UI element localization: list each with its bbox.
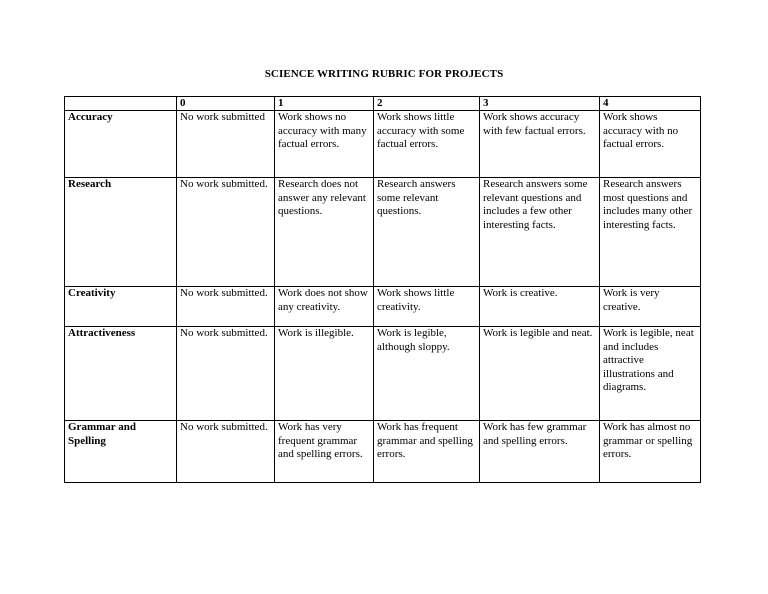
header-row [65, 97, 701, 111]
table-cell: No work submitted [177, 111, 275, 178]
table-cell: Work is legible, although sloppy. [374, 327, 480, 421]
table-cell: Work does not show any creativity. [275, 287, 374, 327]
table-cell: Work shows no accuracy with many factual errors. [275, 111, 374, 178]
table-row-research [65, 178, 701, 287]
row-label: Attractiveness [65, 327, 177, 421]
document-title: SCIENCE WRITING RUBRIC FOR PROJECTS [264, 68, 504, 80]
table-cell: Work is creative. [480, 287, 600, 327]
table-cell: Research does not answer any relevant questions. [275, 178, 374, 287]
table-cell: No work submitted. [177, 287, 275, 327]
table-cell: Research answers some relevant questions and includes a few other interesting facts. [480, 178, 600, 287]
rubric-table [64, 96, 701, 483]
table-cell: No work submitted. [177, 327, 275, 421]
table-cell: Work is very creative. [600, 287, 701, 327]
table-cell: Work shows little accuracy with some factual errors. [374, 111, 480, 178]
table-cell: Work is illegible. [275, 327, 374, 421]
table-cell: Research answers most questions and includes many other interesting facts. [600, 178, 701, 287]
table-cell: Work shows accuracy with no factual errors. [600, 111, 701, 178]
header-score-4: 4 [600, 97, 701, 111]
table-cell: Research answers some relevant questions. [374, 178, 480, 287]
table-cell: Work has almost no grammar or spelling errors. [600, 421, 701, 483]
table-cell: Work has very frequent grammar and spelling errors. [275, 421, 374, 483]
header-corner-cell [65, 97, 177, 111]
row-label: Creativity [65, 287, 177, 327]
row-label: Grammar and Spelling [65, 421, 177, 483]
table-cell: Work has few grammar and spelling errors. [480, 421, 600, 483]
header-score-2: 2 [374, 97, 480, 111]
table-cell: No work submitted. [177, 178, 275, 287]
row-label: Research [65, 178, 177, 287]
table-row-grammar-spelling [65, 421, 701, 483]
table-row-accuracy [65, 111, 701, 178]
header-score-3: 3 [480, 97, 600, 111]
header-score-0: 0 [177, 97, 275, 111]
table-row-attractiveness [65, 327, 701, 421]
row-label: Accuracy [65, 111, 177, 178]
table-cell: Work shows little creativity. [374, 287, 480, 327]
table-cell: Work has frequent grammar and spelling errors. [374, 421, 480, 483]
table-cell: No work submitted. [177, 421, 275, 483]
table-cell: Work is legible and neat. [480, 327, 600, 421]
table-row-creativity [65, 287, 701, 327]
table-cell: Work shows accuracy with few factual errors. [480, 111, 600, 178]
header-score-1: 1 [275, 97, 374, 111]
table-cell: Work is legible, neat and includes attractive illustrations and diagrams. [600, 327, 701, 421]
